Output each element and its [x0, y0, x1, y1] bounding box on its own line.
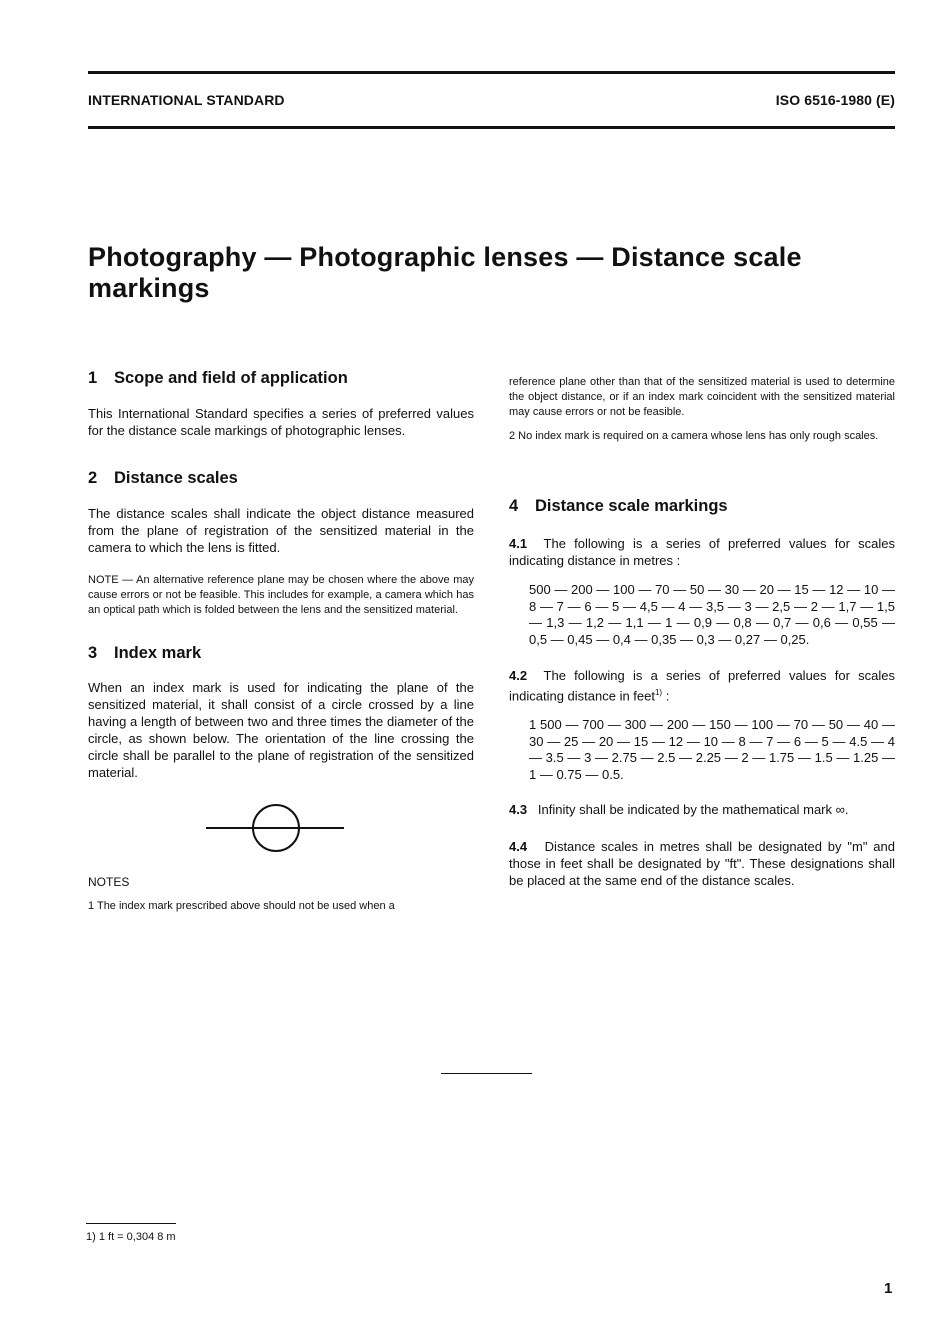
section-2-heading: [88, 468, 474, 488]
section-4-title: Distance scale markings: [535, 497, 728, 515]
section-1-title: Scope and field of application: [114, 369, 348, 387]
section-3-heading: [88, 643, 474, 663]
title-line-1: Photography — Photographic lenses — Distance scale: [88, 242, 802, 272]
left-column: [88, 368, 474, 914]
title-line-2: markings: [88, 273, 210, 303]
section-2-number: 2: [88, 469, 98, 487]
page-title: [88, 242, 888, 304]
footnote-rule: [86, 1223, 176, 1224]
footnote-1: 1) 1 ft = 0,304 8 m: [86, 1231, 176, 1243]
clause-4-2: [509, 667, 895, 704]
section-2-body: The distance scales shall indicate the object distance measured from the plane of registration of the sensitized material in the camera to which the lens is fitted.: [88, 506, 474, 555]
clause-4-3: [509, 801, 895, 818]
clause-4-1-number: 4.1: [509, 536, 528, 551]
section-2-note: NOTE — An alternative reference plane may be chosen where the above may cause errors or not be feasible. This includes for example, a camera which has an optical path which is folded between the lens and the sensitized material.: [88, 574, 474, 616]
note-2: 2 No index mark is required on a camera whose lens has only rough scales.: [509, 430, 879, 442]
clause-4-1: [509, 535, 895, 569]
header-bottom-rule: [88, 126, 895, 129]
notes-heading: NOTES: [88, 875, 130, 889]
end-of-text-rule: [441, 1073, 532, 1074]
clause-4-3-text: Infinity shall be indicated by the mathematical mark ∞.: [537, 802, 849, 818]
clause-4-4: [509, 838, 895, 889]
right-column: [509, 375, 895, 889]
clause-4-4-number: 4.4: [509, 839, 528, 855]
index-mark-figure: [206, 801, 346, 855]
section-4-number: 4: [509, 497, 519, 515]
clause-4-2-number: 4.2: [509, 668, 528, 683]
clause-4-2-text: The following is a series of preferred values for scales indicating distance in feet: [509, 668, 895, 704]
section-3-title: Index mark: [114, 644, 202, 662]
clause-4-1-text: The following is a series of preferred values for scales indicating distance in metres :: [509, 536, 895, 568]
section-2-title: Distance scales: [114, 469, 238, 487]
header-top-rule: [88, 71, 895, 74]
section-1-heading: [88, 368, 474, 388]
section-1-body: This International Standard specifies a series of preferred values for the distance scale markings of photographic lenses.: [88, 406, 474, 438]
feet-series: 1 500 — 700 — 300 — 200 — 150 — 100 — 70 — 50 — 40 — 30 — 25 — 20 — 15 — 12 — 10 — 8 — 7 — 6 — 5 — 4.5 — 4 — 3.5 — 3 — 2.75 — 2.5 — 2.25 — 2 — 1.75 — 1.5 — 1.25 — 1 — 0.75 — 0.5.: [529, 717, 895, 782]
standard-number: ISO 6516-1980 (E): [775, 92, 895, 108]
clause-4-4-text: Distance scales in metres shall be designated by "m" and those in feet shall be designated by "ft". These designations shall be placed at the same end of the distance scales.: [509, 839, 895, 889]
section-3-number: 3: [88, 644, 98, 662]
section-4-heading: [509, 496, 895, 516]
note-1-start: 1 The index mark prescribed above should not be used when a: [88, 900, 395, 912]
section-3-body: When an index mark is used for indicating the plane of the sensitized material, it shall consist of a circle crossed by a line having a length of between two and three times the diameter of the circle, as shown below. The orientation of the line crossing the circle shall be parallel to the plane of registration of the sensitized material.: [88, 680, 474, 780]
note-1-continued: reference plane other than that of the sensitized material is used to determine the object distance, or if an index mark coincident with the sensitized material may cause errors or not be feasible.: [509, 376, 895, 418]
metre-series: 500 — 200 — 100 — 70 — 50 — 30 — 20 — 15 — 12 — 10 — 8 — 7 — 6 — 5 — 4,5 — 4 — 3,5 — 3 — 2,5 — 2 — 1,7 — 1,5 — 1,3 — 1,2 — 1,1 — 1 — 0,9 — 0,8 — 0,7 — 0,6 — 0,55 — 0,5 — 0,45 — 0,4 — 0,35 — 0,3 — 0,27 — 0,25.: [529, 582, 895, 647]
clause-4-3-number: 4.3: [509, 802, 528, 818]
page-number: 1: [884, 1280, 893, 1297]
clause-4-2-colon: :: [662, 688, 670, 704]
section-1-number: 1: [88, 369, 98, 387]
footnote-ref: 1): [654, 688, 663, 697]
document-type: INTERNATIONAL STANDARD: [88, 92, 285, 108]
